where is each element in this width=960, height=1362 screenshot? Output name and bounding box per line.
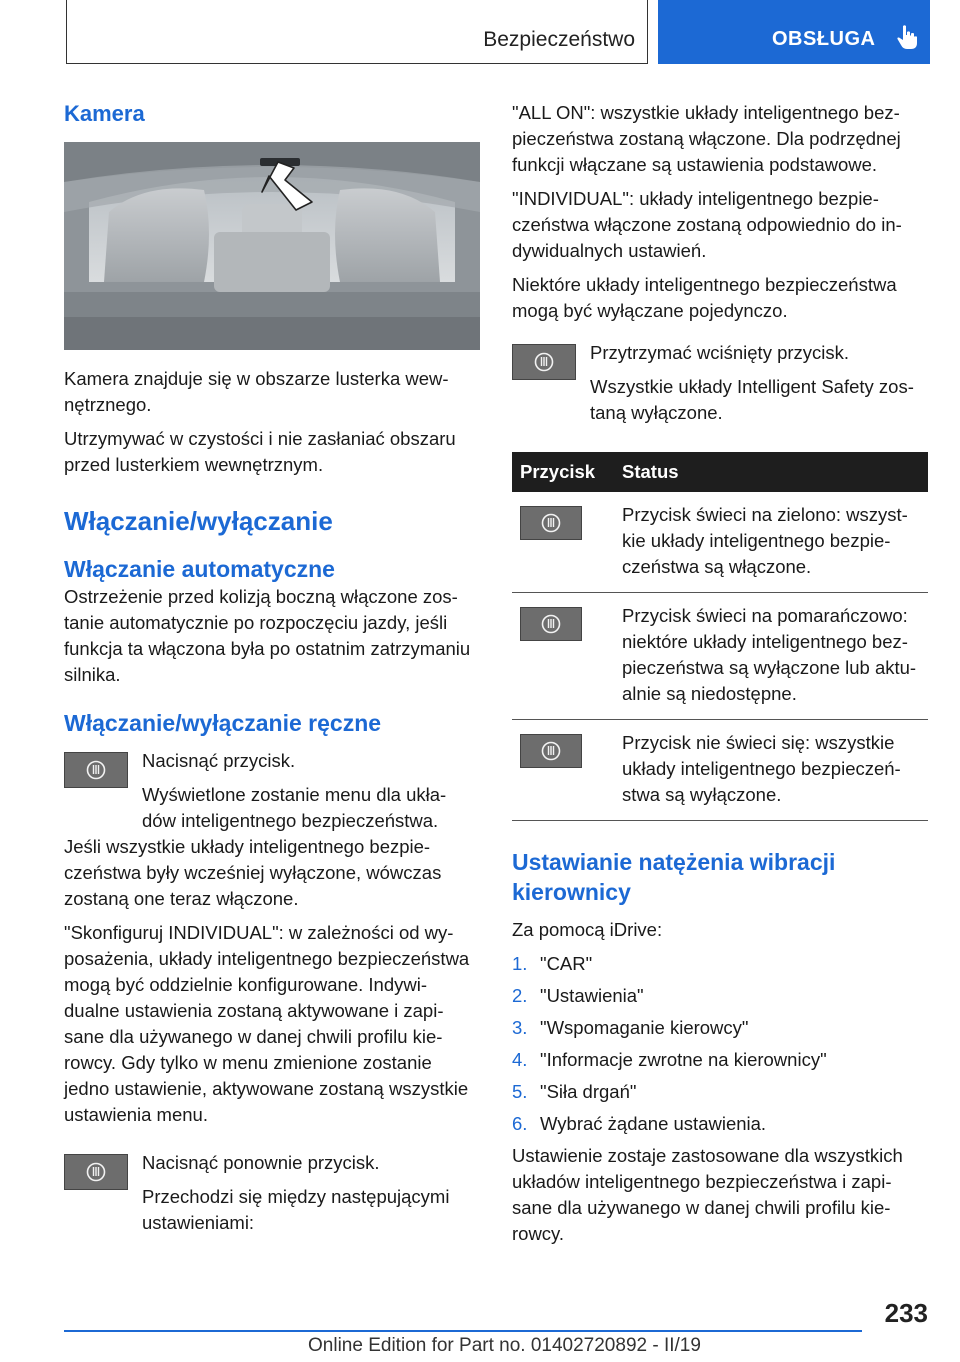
- left-column: [64, 100, 480, 1244]
- final-paragraph: Ustawienie zostaje zastosowane dla wszystkich układów inteligentnego bezpieczeństwa i zapi-sane dla używanego w danej chwili profilu kie-rowcy.: [512, 1145, 903, 1244]
- page-number: 233: [884, 1298, 928, 1328]
- table-cell-status: Przycisk świeci na pomarańczowo: niektóre układy inteligentnego bez-pieczeństwa są wyłączone lub aktu-alnie są niedostępne.: [614, 593, 928, 720]
- steps-list: [512, 951, 928, 1137]
- header-chapter-tab: [658, 0, 930, 64]
- vibration-heading: Ustawianie natężenia wibracji kierownicy: [512, 849, 836, 905]
- status-table: [512, 452, 928, 821]
- safety-button-icon: [64, 1154, 128, 1190]
- button-1-text-b: Wyświetlone zostanie menu dla ukła-dów inteligentnego bezpieczeństwa.: [142, 784, 447, 831]
- button-instruction-2: [64, 1150, 480, 1236]
- button-3-text-b: Wszystkie układy Intelligent Safety zos-taną wyłączone.: [590, 376, 914, 423]
- right-column: [512, 100, 928, 1255]
- camera-heading: Kamera: [64, 101, 145, 126]
- auto-heading: Włączanie automatyczne: [64, 556, 335, 582]
- list-item: 6. Wybrać żądane ustawienia.: [512, 1113, 767, 1134]
- header-section-title: Bezpieczeństwo: [483, 28, 635, 51]
- table-row: [512, 593, 928, 720]
- button-2-text-a: Nacisnąć ponownie przycisk.: [142, 1152, 380, 1173]
- list-item: 3. "Wspomaganie kierowcy": [512, 1017, 749, 1038]
- table-row: [512, 492, 928, 593]
- footer-edition: Online Edition for Part no. 01402720892 - II/19: [308, 1335, 701, 1356]
- button-instruction-1: [64, 748, 480, 774]
- camera-photo: [64, 142, 480, 350]
- footer-divider: [64, 1330, 862, 1332]
- safety-button-icon: [520, 607, 582, 641]
- idrive-intro: Za pomocą iDrive:: [512, 919, 663, 940]
- button-instruction-3: [512, 340, 928, 366]
- auto-paragraph: Ostrzeżenie przed kolizją boczną włączone zos-tanie automatycznie po rozpoczęciu jazdy, jeśli funkcja ta włączona była po ostatnim zatrzymaniu silnika.: [64, 586, 471, 685]
- header-section-tab: [66, 0, 648, 64]
- button-2-text-b: Przechodzi się między następującymi ustawieniami:: [142, 1186, 450, 1233]
- list-item: 1. "CAR": [512, 953, 593, 974]
- safety-button-icon: [64, 752, 128, 788]
- safety-button-icon: [512, 344, 576, 380]
- table-header-status: Status: [614, 452, 928, 492]
- table-header-button: Przycisk: [512, 452, 614, 492]
- camera-paragraph-2: Utrzymywać w czystości i nie zasłaniać obszaru przed lusterkiem wewnętrznym.: [64, 428, 456, 475]
- table-cell-status: Przycisk świeci na zielono: wszyst-kie układy inteligentnego bezpie-czeństwa są włączone.: [614, 492, 928, 593]
- manual-paragraph-2: "Skonfiguruj INDIVIDUAL": w zależności od wy-posażenia, układy inteligentnego bezpieczeństwa mogą być oddzielnie konfigurowane. Indywi-dualne ustawienia zostaną aktywowane i zapi-sane dla używanego w danej chwili profilu kie-rowcy. Gdy tylko w menu zmienione zostanie jedno ustawienie, aktywowane zostaną wszystkie ustawienia menu.: [64, 922, 470, 1125]
- list-item: 4. "Informacje zwrotne na kierownicy": [512, 1049, 827, 1070]
- list-item: 5. "Siła drgań": [512, 1081, 637, 1102]
- header-chapter-title: OBSŁUGA: [772, 28, 876, 50]
- button-3-text-a: Przytrzymać wciśnięty przycisk.: [590, 342, 850, 363]
- hand-pointer-icon: [896, 24, 918, 50]
- button-1-text-a: Nacisnąć przycisk.: [142, 750, 296, 771]
- individual-paragraph: "INDIVIDUAL": układy inteligentnego bezpie-czeństwa włączone zostaną odpowiednio do in-dywidualnych ustawień.: [512, 188, 902, 261]
- camera-paragraph-1: Kamera znajduje się w obszarze lusterka wew-nętrznego.: [64, 368, 449, 415]
- list-item: 2. "Ustawienia": [512, 985, 644, 1006]
- safety-button-icon: [520, 506, 582, 540]
- some-paragraph: Niektóre układy inteligentnego bezpieczeństwa mogą być wyłączane pojedynczo.: [512, 274, 897, 321]
- table-cell-status: Przycisk nie świeci się: wszystkie układy inteligentnego bezpieczeń-stwa są wyłączone.: [614, 720, 928, 821]
- table-row: [512, 720, 928, 821]
- safety-button-icon: [520, 734, 582, 768]
- onoff-heading: Włączanie/wyłączanie: [64, 506, 333, 536]
- manual-paragraph-1: Jeśli wszystkie układy inteligentnego bezpie-czeństwa były wcześniej wyłączone, wówczas zostaną one teraz włączone.: [64, 836, 442, 909]
- manual-heading: Włączanie/wyłączanie ręczne: [64, 710, 382, 736]
- allon-paragraph: "ALL ON": wszystkie układy inteligentnego bez-pieczeństwa zostaną włączone. Dla podrzędnej funkcji włączane są ustawienia podstawowe.: [512, 102, 901, 175]
